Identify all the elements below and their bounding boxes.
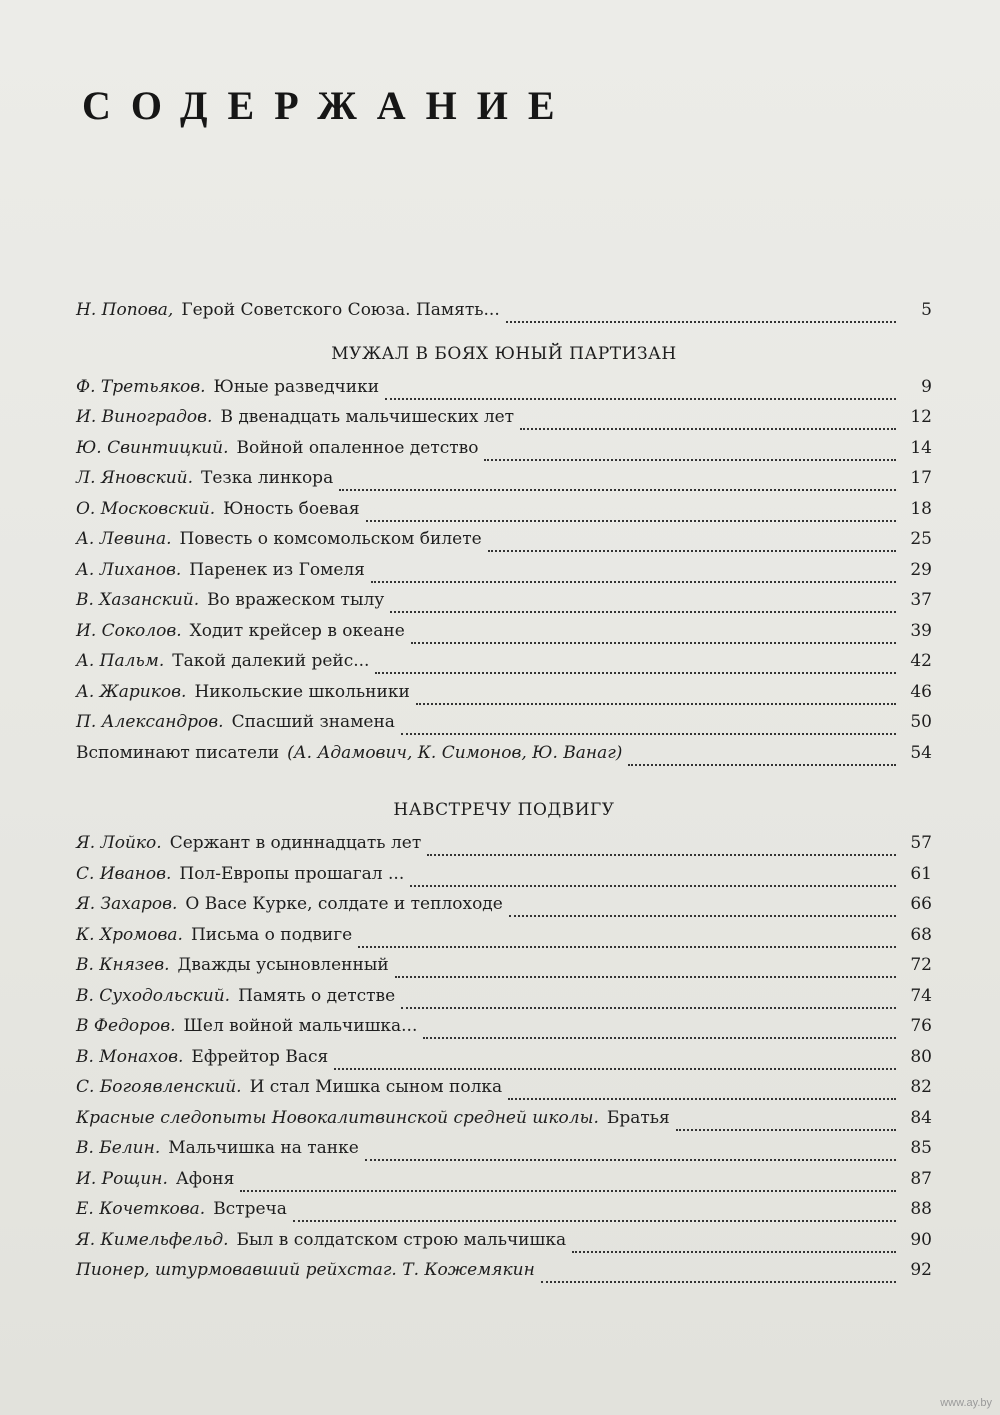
- entry-page: 29: [910, 559, 932, 580]
- toc-entry-intro[interactable]: [76, 300, 932, 331]
- table-of-contents: [76, 300, 932, 1291]
- toc-entry[interactable]: [76, 407, 932, 438]
- toc-entry[interactable]: [76, 925, 932, 956]
- entry-page: 90: [910, 1229, 932, 1250]
- toc-entry[interactable]: [76, 1169, 932, 1200]
- toc-entry[interactable]: [76, 1077, 932, 1108]
- dot-leader: [385, 398, 896, 400]
- toc-entry[interactable]: [76, 1230, 932, 1261]
- entry-author: А. Левина.: [76, 529, 172, 549]
- toc-entry[interactable]: [76, 1047, 932, 1078]
- dot-leader: [488, 550, 896, 552]
- dot-leader: [410, 885, 896, 887]
- dot-leader: [390, 611, 896, 613]
- section-heading: МУЖАЛ В БОЯХ ЮНЫЙ ПАРТИЗАН: [331, 343, 677, 364]
- entry-title: И стал Мишка сыном полка: [249, 1077, 503, 1097]
- entry-page: 92: [910, 1260, 932, 1280]
- entry-title: О Васе Курке, солдате и теплоходе: [185, 894, 503, 914]
- dot-leader: [339, 489, 896, 491]
- dot-leader: [375, 672, 896, 674]
- toc-entry[interactable]: [76, 986, 932, 1017]
- dot-leader: [628, 764, 896, 766]
- entry-title: В двенадцать мальчишеских лет: [220, 407, 515, 427]
- entry-extra: (А. Адамович, К. Симонов, Ю. Ванаг): [287, 742, 623, 763]
- entry-author: А. Жариков.: [76, 681, 187, 702]
- entry-author: С. Богоявленский.: [76, 1077, 242, 1097]
- entry-page: 12: [910, 407, 932, 427]
- entry-title: Память о детстве: [238, 985, 396, 1006]
- toc-entry[interactable]: [76, 743, 932, 774]
- entry-page: 42: [910, 651, 932, 671]
- dot-leader: [293, 1220, 896, 1222]
- entry-page: 82: [910, 1077, 932, 1097]
- entry-author: Е. Кочеткова.: [76, 1199, 206, 1219]
- dot-leader: [676, 1129, 896, 1131]
- toc-entry[interactable]: [76, 651, 932, 682]
- entry-author: И. Соколов.: [76, 620, 182, 641]
- toc-entry[interactable]: [76, 712, 932, 743]
- entry-title: Войной опаленное детство: [236, 437, 479, 458]
- entry-author: Я. Лойко.: [76, 833, 162, 853]
- dot-leader: [423, 1037, 896, 1039]
- entry-title: Тезка линкора: [201, 468, 334, 488]
- dot-leader: [366, 520, 896, 522]
- entry-page: 9: [921, 376, 932, 397]
- entry-page: 87: [910, 1168, 932, 1189]
- toc-entry[interactable]: [76, 468, 932, 499]
- entry-title: Дважды усыновленный: [177, 955, 389, 975]
- entry-title: Спасший знамена: [231, 712, 395, 732]
- entry-title: Пол-Европы прошагал ...: [179, 863, 405, 884]
- toc-entry[interactable]: [76, 955, 932, 986]
- entry-page: 68: [910, 924, 932, 945]
- entry-page: 17: [910, 468, 932, 488]
- watermark: www.ay.by: [940, 1397, 992, 1409]
- entry-author: П. Александров.: [76, 712, 224, 732]
- entry-page: 80: [910, 1046, 932, 1067]
- entry-title: Ходит крейсер в океане: [189, 620, 405, 641]
- entry-author: Ф. Третьяков.: [76, 376, 206, 397]
- entry-author: В. Хазанский.: [76, 590, 200, 610]
- entry-page: 14: [910, 437, 932, 458]
- dot-leader: [371, 581, 896, 583]
- entry-author: А. Лиханов.: [76, 559, 182, 580]
- toc-entry[interactable]: [76, 499, 932, 530]
- dot-leader: [572, 1251, 896, 1253]
- dot-leader: [401, 733, 896, 735]
- entry-author: И. Рощин.: [76, 1168, 168, 1189]
- dot-leader: [541, 1281, 896, 1283]
- dot-leader: [365, 1159, 896, 1161]
- entry-page: 88: [910, 1199, 932, 1219]
- toc-entry[interactable]: [76, 864, 932, 895]
- dot-leader: [509, 915, 896, 917]
- entry-title: Ефрейтор Вася: [191, 1046, 329, 1067]
- entry-page: 84: [910, 1107, 932, 1128]
- entry-author: Я. Захаров.: [76, 894, 178, 914]
- entry-page: 76: [910, 1016, 932, 1036]
- entry-title: Такой далекий рейс...: [172, 651, 370, 671]
- dot-leader: [520, 428, 896, 430]
- dot-leader: [416, 703, 896, 705]
- entry-title: Был в солдатском строю мальчишка: [236, 1229, 567, 1250]
- dot-leader: [508, 1098, 896, 1100]
- toc-entry[interactable]: [76, 1199, 932, 1230]
- dot-leader: [427, 854, 896, 856]
- dot-leader: [484, 459, 896, 461]
- entry-title: Никольские школьники: [194, 681, 410, 702]
- toc-entry[interactable]: [76, 1108, 932, 1139]
- entry-page: 54: [910, 742, 932, 763]
- entry-title: Шел войной мальчишка...: [183, 1016, 418, 1036]
- entry-author: В. Белин.: [76, 1138, 161, 1158]
- entry-page: 74: [910, 985, 932, 1006]
- entry-title: Мальчишка на танке: [168, 1138, 359, 1158]
- entry-author: В. Князев.: [76, 955, 170, 975]
- toc-entry[interactable]: [76, 377, 932, 408]
- toc-entry[interactable]: [76, 1260, 932, 1291]
- entry-title: Во вражеском тылу: [207, 590, 385, 610]
- entry-title: Сержант в одиннадцать лет: [169, 833, 422, 853]
- entry-title: Письма о подвиге: [190, 924, 353, 945]
- dot-leader: [334, 1068, 896, 1070]
- entry-page: 5: [921, 300, 932, 320]
- toc-entry[interactable]: [76, 1016, 932, 1047]
- toc-entry[interactable]: [76, 1138, 932, 1169]
- entry-author: В Федоров.: [76, 1016, 176, 1036]
- entry-page: 66: [910, 894, 932, 914]
- toc-entry[interactable]: [76, 833, 932, 864]
- toc-entry[interactable]: [76, 894, 932, 925]
- entry-author: С. Иванов.: [76, 863, 172, 884]
- entry-page: 57: [910, 833, 932, 853]
- dot-leader: [411, 642, 896, 644]
- dot-leader: [240, 1190, 896, 1192]
- entry-author: Я. Кимельфельд.: [76, 1229, 229, 1250]
- entry-page: 72: [910, 955, 932, 975]
- entry-page: 18: [910, 498, 932, 519]
- dot-leader: [395, 976, 896, 978]
- entry-title: Братья: [606, 1107, 670, 1128]
- entry-title: Герой Советского Союза. Память...: [181, 300, 500, 320]
- entry-author: И. Виноградов.: [76, 407, 213, 427]
- page-title: СОДЕРЖАНИЕ: [82, 83, 575, 128]
- entry-extra: Пионер, штурмовавший рейхстаг. Т. Кожемякин: [76, 1260, 535, 1280]
- toc-entry[interactable]: [76, 621, 932, 652]
- dot-leader: [358, 946, 896, 948]
- entry-page: 61: [910, 863, 932, 884]
- entry-author: А. Пальм.: [76, 651, 165, 671]
- entry-page: 25: [910, 529, 932, 549]
- entry-page: 50: [910, 712, 932, 732]
- entry-page: 39: [910, 620, 932, 641]
- entry-author: Красные следопыты Новокалитвинской средней школы.: [76, 1107, 599, 1128]
- entry-author: В. Суходольский.: [76, 985, 231, 1006]
- entry-title: Афоня: [175, 1168, 235, 1189]
- entry-title: Юность боевая: [223, 498, 360, 519]
- entry-author: Ю. Свинтицкий.: [76, 437, 229, 458]
- toc-entry[interactable]: [76, 529, 932, 560]
- toc-entry[interactable]: [76, 682, 932, 713]
- toc-entry[interactable]: [76, 590, 932, 621]
- dot-leader: [506, 321, 896, 323]
- section-heading: НАВСТРЕЧУ ПОДВИГУ: [393, 800, 615, 820]
- entry-page: 37: [910, 590, 932, 610]
- entry-page: 85: [910, 1138, 932, 1158]
- entry-title: Повесть о комсомольском билете: [179, 529, 482, 549]
- entry-author: В. Монахов.: [76, 1046, 184, 1067]
- dot-leader: [401, 1007, 896, 1009]
- toc-entry[interactable]: [76, 560, 932, 591]
- entry-page: 46: [910, 681, 932, 702]
- entry-author: О. Московский.: [76, 498, 216, 519]
- entry-title: Юные разведчики: [213, 376, 380, 397]
- entry-author: Н. Попова,: [76, 300, 174, 320]
- entry-author: К. Хромова.: [76, 924, 183, 945]
- entry-author: Л. Яновский.: [76, 468, 194, 488]
- toc-entry[interactable]: [76, 438, 932, 469]
- entry-title: Паренек из Гомеля: [189, 559, 365, 580]
- entry-title: Встреча: [213, 1199, 287, 1219]
- entry-title: Вспоминают писатели: [76, 742, 280, 763]
